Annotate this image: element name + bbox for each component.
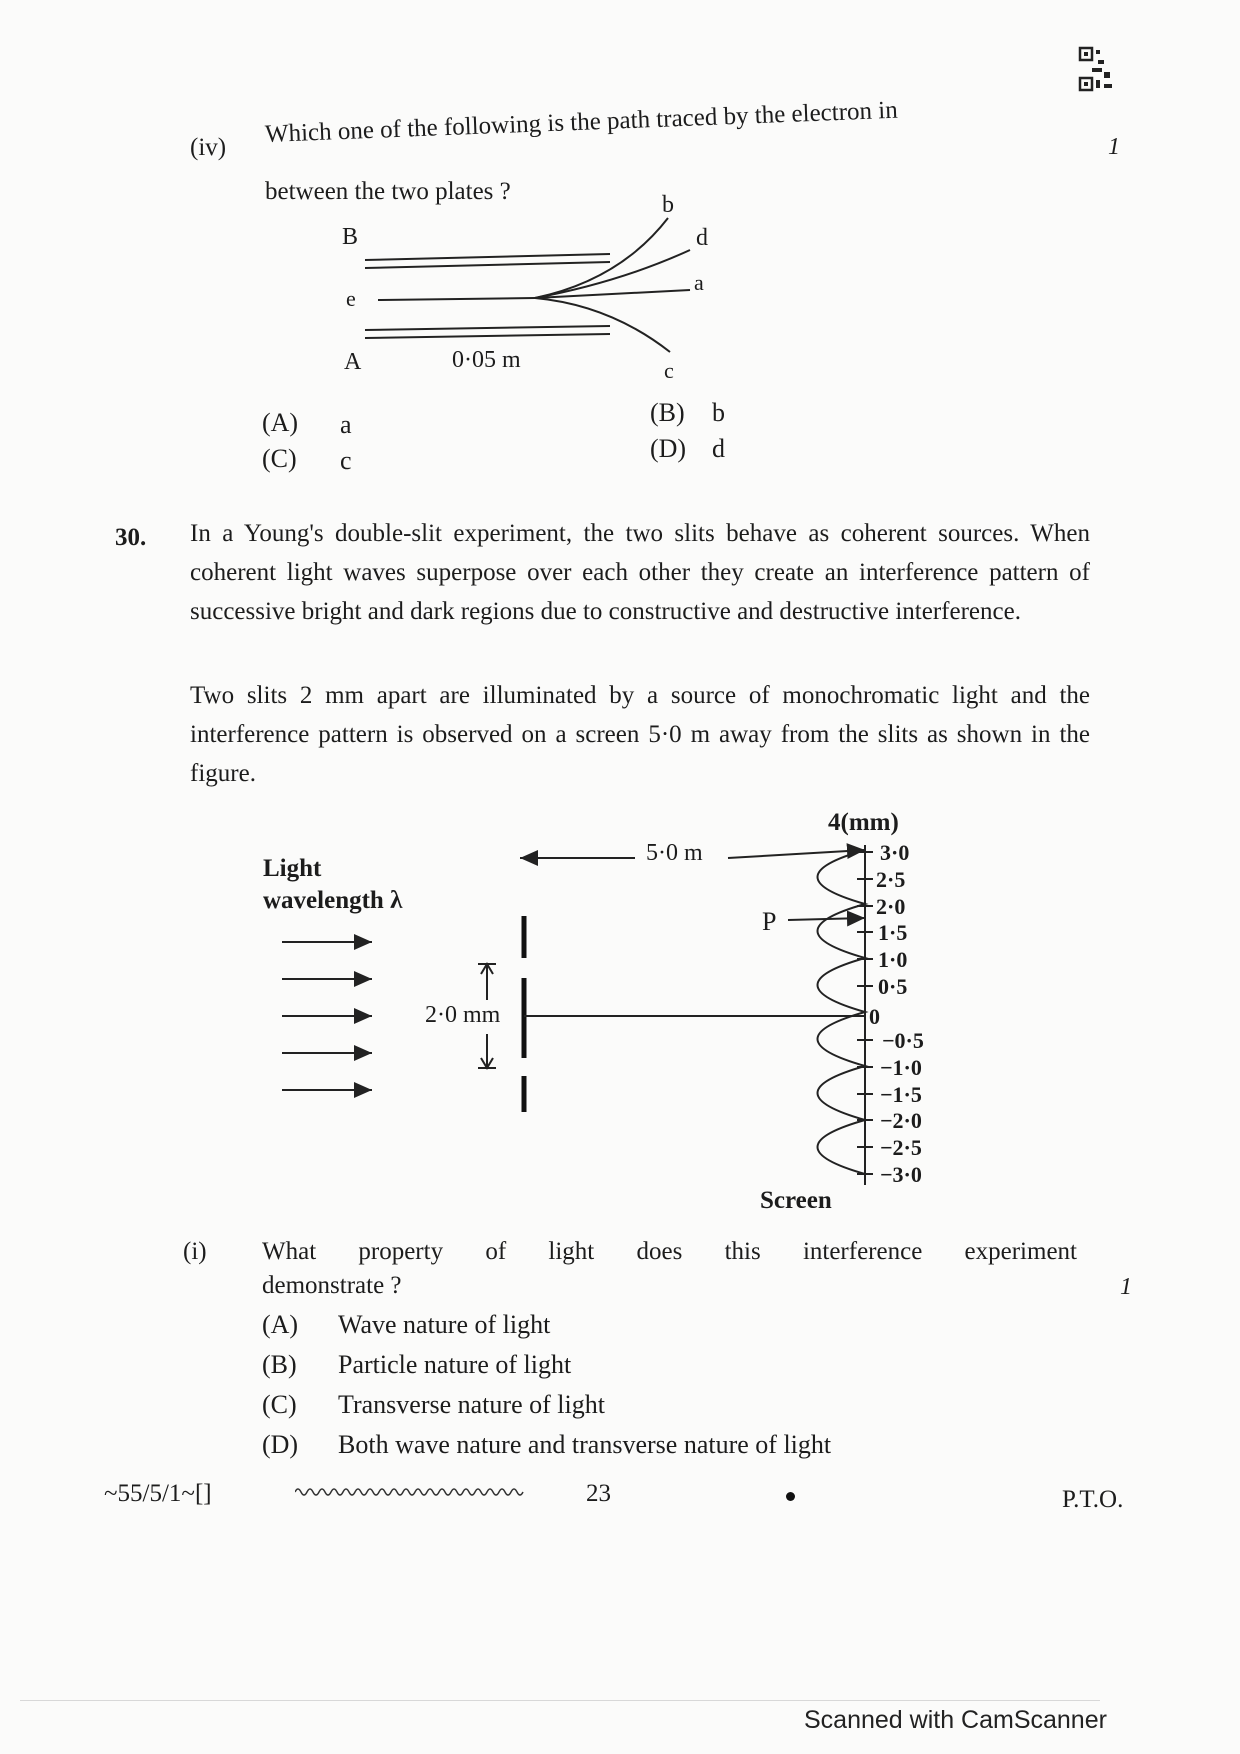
q30-i-text-line1: What property of light does this interference experiment <box>262 1238 1077 1265</box>
q30-paragraph-2: Two slits 2 mm apart are illuminated by a source of monochromatic light and the interference pattern is observed on a screen 5·0 m away from the slits as shown in the figure. <box>190 682 1090 787</box>
q30-paragraph-1: In a Young's double-slit experiment, the two slits behave as coherent sources. When coherent light waves superpose over each other they create an interference pattern of successive bright and dark regions due to constructive and destructive interference. <box>190 520 1090 625</box>
q29-option-d-value: d <box>712 434 725 463</box>
plate-length-label: 0·05 m <box>452 347 521 373</box>
scale-tick-2-0: 2·0 <box>876 894 906 919</box>
q29-option-c-value: c <box>340 446 352 475</box>
q30-option-c-key: (C) <box>262 1390 297 1419</box>
page-number: 23 <box>586 1480 611 1507</box>
scale-tick-neg-2-0: −2·0 <box>880 1108 922 1133</box>
wavy-line-ornament <box>295 1484 525 1500</box>
point-p-label: P <box>762 907 777 936</box>
q29-option-a-value: a <box>340 410 352 439</box>
q30-i-text-line2: demonstrate ? <box>262 1272 402 1299</box>
path-b-label: b <box>662 192 674 218</box>
distance-label: 5·0 m <box>646 840 703 866</box>
scanner-watermark: Scanned with CamScanner <box>804 1706 1107 1734</box>
q29-option-d-key: (D) <box>650 434 687 463</box>
light-rays <box>282 942 372 1090</box>
paper-code: ~55/5/1~[] <box>104 1480 212 1507</box>
q30-option-d-key: (D) <box>262 1430 299 1459</box>
scale-tick-neg-1-5: −1·5 <box>880 1082 922 1107</box>
q30-number: 30. <box>115 524 147 551</box>
light-label: Light <box>263 855 322 882</box>
q30-option-d-value: Both wave nature and transverse nature of light <box>338 1430 832 1459</box>
scale-tick-0-5: 0·5 <box>878 974 908 999</box>
path-d-label: d <box>696 225 708 251</box>
scale-tick-3-0: 3·0 <box>880 840 910 865</box>
qr-code-icon <box>1078 46 1116 98</box>
q30-i-label: (i) <box>183 1238 207 1265</box>
scale-tick-1-0: 1·0 <box>878 947 908 972</box>
q29-iv-marks: 1 <box>1108 134 1120 160</box>
q29-iv-text-line1: Which one of the following is the path traced by the electron in <box>264 96 899 148</box>
q29-option-a-key: (A) <box>262 408 299 437</box>
q30-option-a-value: Wave nature of light <box>338 1310 551 1339</box>
q29-option-c-key: (C) <box>262 444 297 473</box>
page-edge-line <box>20 1700 1100 1701</box>
scale-tick-neg-3-0: −3·0 <box>880 1162 922 1187</box>
bullet-dot <box>786 1492 795 1501</box>
q30-option-c-value: Transverse nature of light <box>338 1390 605 1419</box>
slit-separation-label: 2·0 mm <box>425 1002 501 1028</box>
scale-tick-1-5: 1·5 <box>878 920 908 945</box>
q29-iv-label: (iv) <box>190 134 227 161</box>
scale-tick-neg-0-5: −0·5 <box>882 1028 924 1053</box>
interference-pattern <box>818 850 866 1174</box>
q30-option-b-key: (B) <box>262 1350 297 1379</box>
q30-option-b-value: Particle nature of light <box>338 1350 572 1379</box>
axis-title: 4(mm) <box>828 809 899 836</box>
scale-tick-0: 0 <box>869 1004 880 1029</box>
screen-label: Screen <box>760 1187 832 1214</box>
plate-b-label: B <box>342 224 359 250</box>
path-c-label: c <box>664 358 674 383</box>
wavelength-label: wavelength λ <box>263 887 403 914</box>
electron-label: e <box>346 286 356 311</box>
scale-tick-neg-1-0: −1·0 <box>880 1055 922 1080</box>
plate-a-label: A <box>344 349 362 375</box>
q29-option-b-value: b <box>712 398 725 427</box>
q30-option-a-key: (A) <box>262 1310 299 1339</box>
path-a-label: a <box>694 270 704 295</box>
q29-iv-text-line2: between the two plates ? <box>265 178 511 205</box>
q30-i-marks: 1 <box>1120 1274 1132 1300</box>
pto-label: P.T.O. <box>1062 1486 1124 1513</box>
scale-tick-2-5: 2·5 <box>876 867 906 892</box>
scale-tick-neg-2-5: −2·5 <box>880 1135 922 1160</box>
q29-option-b-key: (B) <box>650 398 685 427</box>
